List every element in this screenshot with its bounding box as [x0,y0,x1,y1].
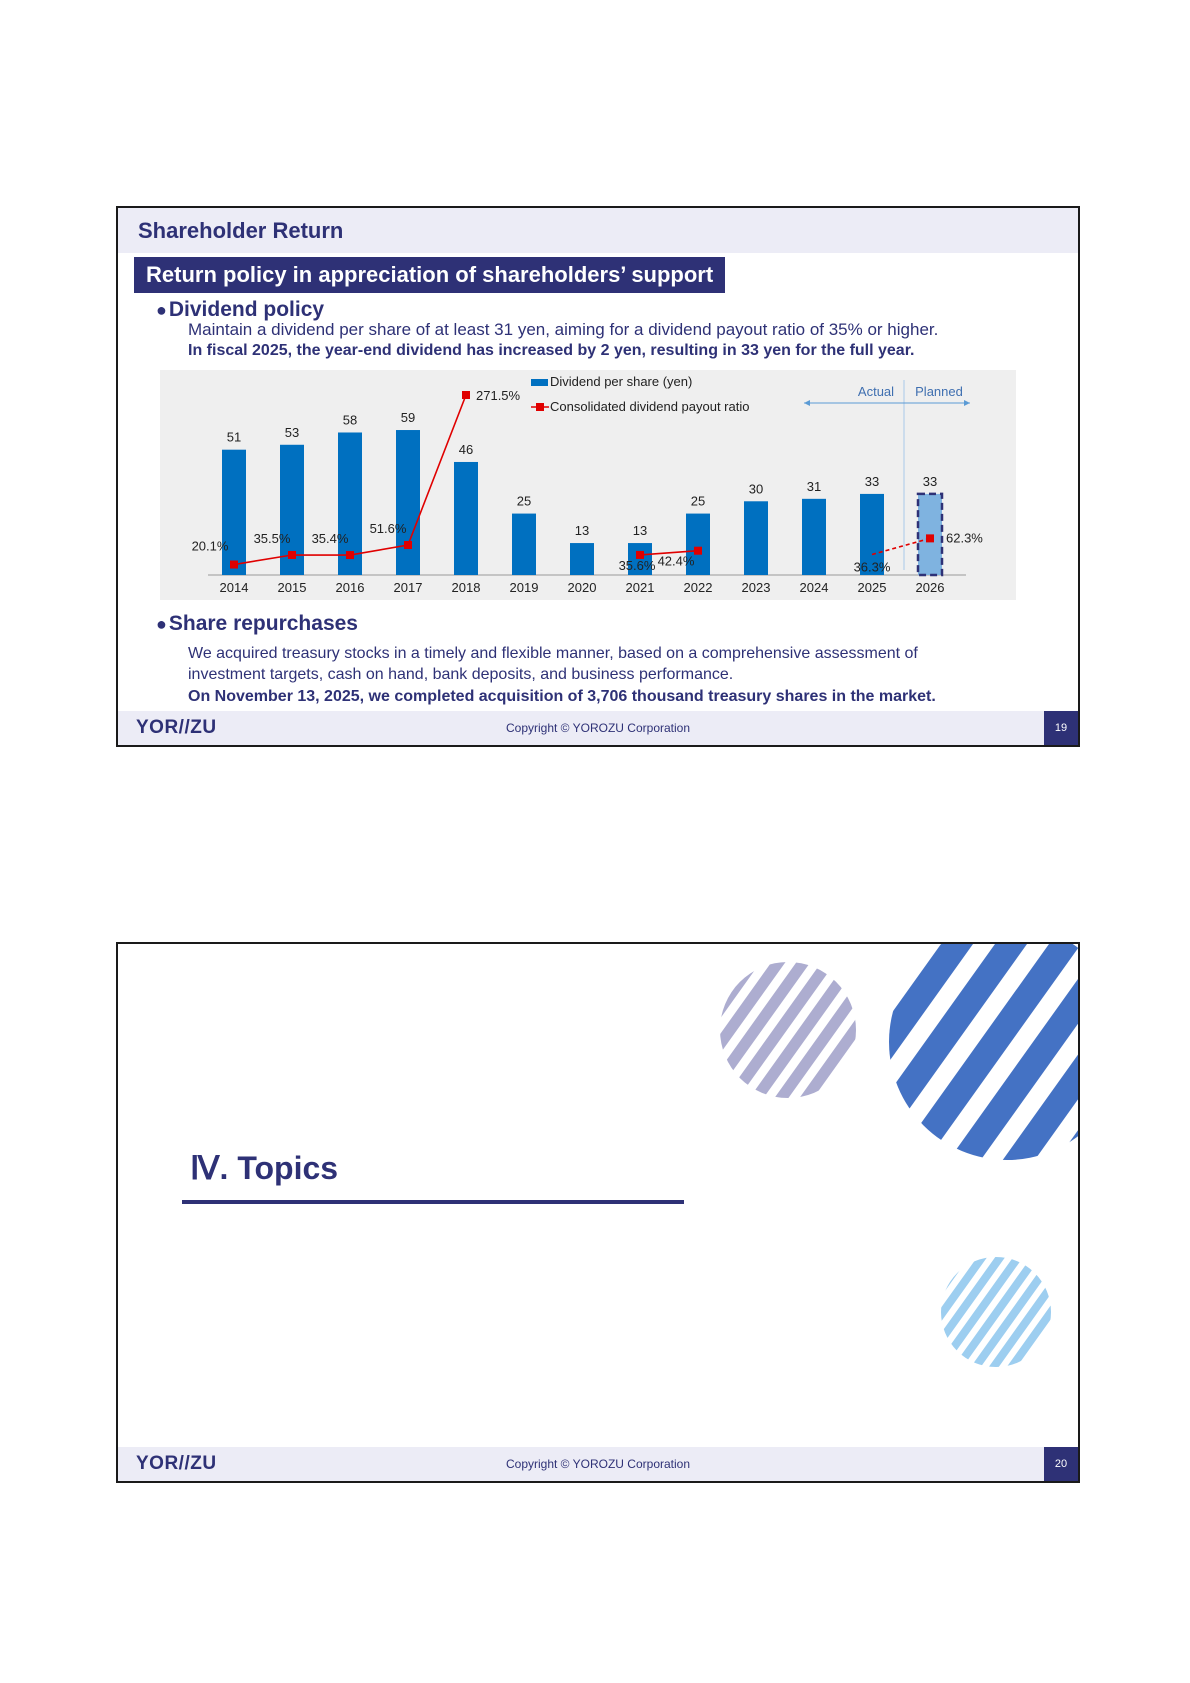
x-tick-label: 2014 [219,580,249,595]
x-tick-label: 2024 [799,580,829,595]
yorozu-logo: YOR//ZU [136,1453,217,1474]
repurchase-text-line1: We acquired treasury stocks in a timely and flexible manner, based on a comprehensive assessment of [188,645,918,662]
payout-ratio-label: 35.5% [253,530,291,546]
bar-value-label: 51 [226,429,242,445]
dividend-policy-heading [156,298,324,322]
bar [744,501,768,575]
payout-ratio-label: 62.3% [946,530,983,546]
payout-ratio-label: 271.5% [476,388,521,403]
share-repurchases-heading-text: Share repurchases [168,612,358,635]
bar [570,543,594,575]
x-tick-label: 2023 [741,580,771,595]
policy-banner: Return policy in appreciation of shareholders’ support [134,257,725,293]
payout-ratio-point [462,391,470,399]
page-number: 20 [1044,1447,1078,1481]
dividend-chart-svg [160,370,1016,600]
payout-ratio-label: 42.4% [657,553,695,569]
payout-ratio-point [694,547,702,555]
x-tick-label: 2016 [335,580,365,595]
x-tick-label: 2015 [277,580,307,595]
payout-ratio-label: 35.6% [618,557,656,573]
page-number: 19 [1044,711,1078,745]
bar [802,499,826,575]
payout-ratio-label: 35.4% [311,531,349,547]
copyright-text: Copyright © YOROZU Corporation [505,721,691,735]
bar [512,514,536,575]
yorozu-logo: YOR//ZU [136,717,217,738]
x-tick-label: 2017 [393,580,423,595]
x-tick-label: 2018 [451,580,481,595]
bar-value-label: 46 [458,441,474,457]
x-tick-label: 2026 [915,580,945,595]
arrow-right-icon [964,400,970,406]
stripe [883,942,915,1174]
dividend-policy-text: Maintain a dividend per share of at least 31 yen, aiming for a dividend payout ratio of 35% or higher. [188,320,939,339]
bar-value-label: 33 [922,473,938,489]
x-tick-label: 2022 [683,580,713,595]
arrow-left-icon [804,400,810,406]
bar [222,450,246,575]
legend-swatch-line-marker [536,403,544,411]
payout-ratio-point [404,541,412,549]
payout-ratio-point [926,534,934,542]
bar [396,430,420,575]
payout-ratio-point [230,561,238,569]
legend-label-line: Consolidated dividend payout ratio [550,399,750,414]
bar-value-label: 31 [806,478,822,494]
section-title: Ⅳ. Topics [190,1150,339,1186]
repurchase-text-line2: investment targets, cash on hand, bank deposits, and business performance. [188,666,734,683]
title-underline [182,1200,684,1204]
bullet-icon: ● [156,300,167,320]
bar-value-label: 25 [516,493,532,509]
slide-title: Shareholder Return [138,218,344,243]
legend-swatch-bar [531,379,548,386]
bar-value-label: 13 [574,523,590,539]
bar-value-label: 53 [284,424,300,440]
dividend-chart [160,370,1016,600]
slide-shareholder-return [116,206,1080,747]
x-tick-label: 2020 [567,580,597,595]
x-tick-label: 2019 [509,580,539,595]
period-label-actual: Actual [857,384,895,399]
striped-circle-light-icon [940,1256,1052,1368]
payout-ratio-label: 20.1% [191,538,229,554]
bullet-icon: ● [156,614,167,634]
dividend-increase-text: In fiscal 2025, the year-end dividend has increased by 2 yen, resulting in 33 yen for the full year. [188,342,915,359]
bar-value-label: 59 [400,410,416,426]
payout-ratio-point [288,551,296,559]
legend-label-bar: Dividend per share (yen) [550,374,693,389]
period-label-planned: Planned [915,384,963,399]
striped-circle-gray-icon [718,960,858,1100]
x-tick-label: 2025 [857,580,887,595]
slide-footer [118,711,1078,745]
copyright-text: Copyright © YOROZU Corporation [505,1457,691,1471]
share-repurchases-heading [156,612,358,636]
repurchase-completed-text: On November 13, 2025, we completed acquisition of 3,706 thousand treasury shares in the market. [188,688,936,705]
striped-circle-blue-icon [883,942,1080,1174]
x-tick-label: 2021 [625,580,655,595]
bar [454,462,478,575]
bar-value-label: 58 [342,412,358,428]
bar-value-label: 25 [690,493,706,509]
bar-value-label: 30 [748,481,764,497]
slide-footer [118,1447,1078,1481]
slide-topics [116,942,1080,1483]
payout-ratio-label: 51.6% [369,521,407,537]
payout-ratio-label: 36.3% [853,559,891,575]
payout-ratio-point [346,551,354,559]
bar-value-label: 13 [632,523,648,539]
bar-value-label: 33 [864,473,880,489]
dividend-policy-heading-text: Dividend policy [168,298,325,321]
